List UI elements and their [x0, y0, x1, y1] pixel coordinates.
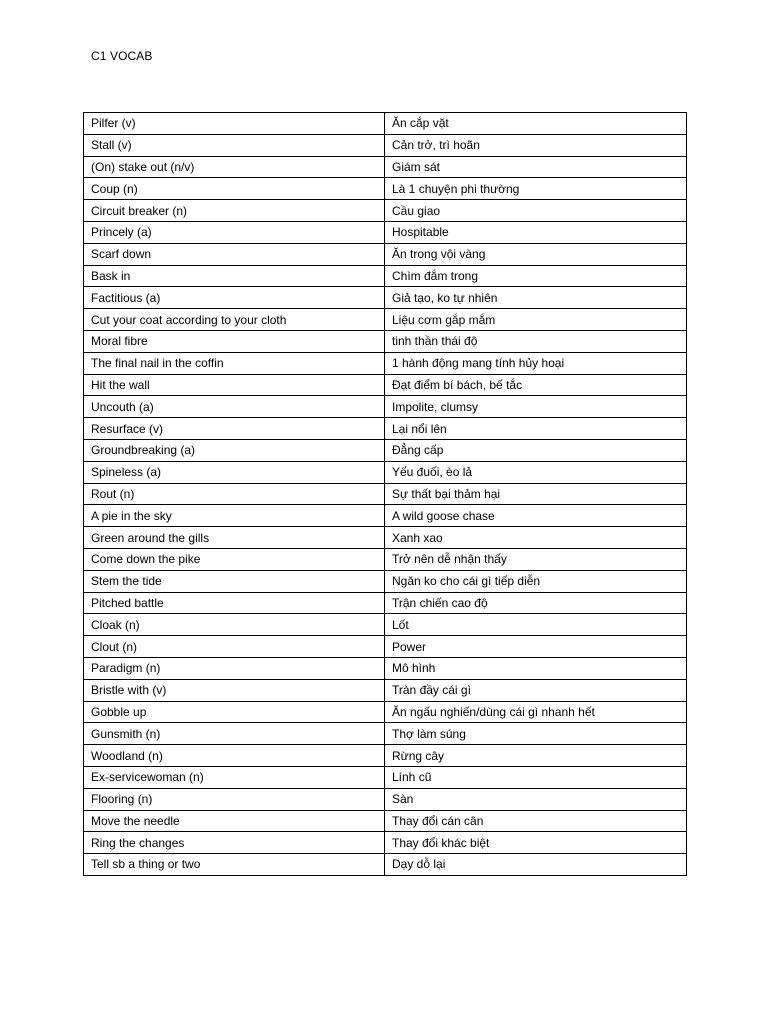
vocab-meaning-cell: Trận chiến cao độ — [385, 592, 687, 614]
vocab-term-cell: Uncouth (a) — [84, 396, 385, 418]
vocab-meaning-cell: Chìm đắm trong — [385, 265, 687, 287]
table-row — [84, 570, 687, 592]
vocab-term-cell: Tell sb a thing or two — [84, 854, 385, 876]
table-row — [84, 439, 687, 461]
table-row — [84, 330, 687, 352]
vocab-meaning-cell: Giả tạo, ko tự nhiên — [385, 287, 687, 309]
vocab-term-cell: Factitious (a) — [84, 287, 385, 309]
vocab-meaning-cell: A wild goose chase — [385, 505, 687, 527]
vocab-meaning-cell: Sàn — [385, 788, 687, 810]
vocab-term-cell: Circuit breaker (n) — [84, 200, 385, 222]
vocab-term-cell: Green around the gills — [84, 527, 385, 549]
vocab-meaning-cell: Là 1 chuyện phi thường — [385, 178, 687, 200]
table-row — [84, 766, 687, 788]
vocab-meaning-cell: Power — [385, 636, 687, 658]
vocab-meaning-cell: Trở nên dễ nhận thấy — [385, 548, 687, 570]
vocab-term-cell: Scarf down — [84, 243, 385, 265]
table-row — [84, 178, 687, 200]
table-row — [84, 614, 687, 636]
table-row — [84, 548, 687, 570]
table-row — [84, 461, 687, 483]
table-row — [84, 810, 687, 832]
vocab-meaning-cell: Đạt điểm bí bách, bế tắc — [385, 374, 687, 396]
vocab-meaning-cell: Ngăn ko cho cái gì tiếp diễn — [385, 570, 687, 592]
table-row — [84, 483, 687, 505]
vocab-term-cell: Stem the tide — [84, 570, 385, 592]
table-row — [84, 352, 687, 374]
vocab-term-cell: Gobble up — [84, 701, 385, 723]
document-title: C1 VOCAB — [91, 49, 153, 63]
table-row — [84, 832, 687, 854]
table-row — [84, 636, 687, 658]
table-row — [84, 396, 687, 418]
vocab-meaning-cell: Lốt — [385, 614, 687, 636]
vocab-term-cell: Ring the changes — [84, 832, 385, 854]
vocab-term-cell: Stall (v) — [84, 134, 385, 156]
vocab-meaning-cell: Thợ làm súng — [385, 723, 687, 745]
table-row — [84, 527, 687, 549]
table-row — [84, 221, 687, 243]
table-row — [84, 265, 687, 287]
vocab-term-cell: Rout (n) — [84, 483, 385, 505]
vocab-meaning-cell: Dạy dỗ lại — [385, 854, 687, 876]
table-row — [84, 788, 687, 810]
vocab-term-cell: (On) stake out (n/v) — [84, 156, 385, 178]
table-row — [84, 679, 687, 701]
vocab-term-cell: Flooring (n) — [84, 788, 385, 810]
vocab-meaning-cell: Lại nổi lên — [385, 418, 687, 440]
vocab-meaning-cell: 1 hành động mang tính hủy hoại — [385, 352, 687, 374]
vocab-term-cell: Pilfer (v) — [84, 113, 385, 135]
table-row — [84, 243, 687, 265]
table-row — [84, 723, 687, 745]
vocab-table-body — [84, 113, 687, 876]
vocab-meaning-cell: Tràn đầy cái gì — [385, 679, 687, 701]
vocab-meaning-cell: Lính cũ — [385, 766, 687, 788]
vocab-term-cell: Resurface (v) — [84, 418, 385, 440]
vocab-meaning-cell: Giám sát — [385, 156, 687, 178]
vocab-meaning-cell: Mô hình — [385, 657, 687, 679]
vocab-table — [83, 112, 687, 876]
vocab-meaning-cell: Liệu cơm gắp mắm — [385, 309, 687, 331]
vocab-term-cell: Groundbreaking (a) — [84, 439, 385, 461]
vocab-term-cell: Hit the wall — [84, 374, 385, 396]
vocab-term-cell: Bristle with (v) — [84, 679, 385, 701]
vocab-term-cell: Coup (n) — [84, 178, 385, 200]
vocab-term-cell: The final nail in the coffin — [84, 352, 385, 374]
table-row — [84, 854, 687, 876]
vocab-term-cell: Paradigm (n) — [84, 657, 385, 679]
table-row — [84, 134, 687, 156]
vocab-meaning-cell: Ăn ngấu nghiến/dùng cái gì nhanh hết — [385, 701, 687, 723]
vocab-term-cell: Gunsmith (n) — [84, 723, 385, 745]
vocab-meaning-cell: Xanh xao — [385, 527, 687, 549]
vocab-meaning-cell: Đẳng cấp — [385, 439, 687, 461]
vocab-term-cell: Woodland (n) — [84, 745, 385, 767]
vocab-term-cell: Bask in — [84, 265, 385, 287]
table-row — [84, 745, 687, 767]
table-row — [84, 309, 687, 331]
vocab-term-cell: Pitched battle — [84, 592, 385, 614]
table-row — [84, 156, 687, 178]
vocab-term-cell: Moral fibre — [84, 330, 385, 352]
vocab-meaning-cell: Cản trở, trì hoãn — [385, 134, 687, 156]
vocab-term-cell: Come down the pike — [84, 548, 385, 570]
vocab-meaning-cell: Hospitable — [385, 221, 687, 243]
vocab-meaning-cell: Ăn cắp vặt — [385, 113, 687, 135]
vocab-term-cell: A pie in the sky — [84, 505, 385, 527]
table-row — [84, 200, 687, 222]
vocab-term-cell: Clout (n) — [84, 636, 385, 658]
vocab-meaning-cell: Thay đổi cán cân — [385, 810, 687, 832]
vocab-term-cell: Ex-servicewoman (n) — [84, 766, 385, 788]
vocab-meaning-cell: Thay đổi khác biệt — [385, 832, 687, 854]
vocab-meaning-cell: Cầu giao — [385, 200, 687, 222]
vocab-meaning-cell: Sự thất bại thảm hại — [385, 483, 687, 505]
vocab-meaning-cell: tinh thần thái độ — [385, 330, 687, 352]
vocab-term-cell: Cloak (n) — [84, 614, 385, 636]
table-row — [84, 505, 687, 527]
table-row — [84, 374, 687, 396]
table-row — [84, 657, 687, 679]
table-row — [84, 113, 687, 135]
vocab-term-cell: Cut your coat according to your cloth — [84, 309, 385, 331]
vocab-meaning-cell: Ăn trong vội vàng — [385, 243, 687, 265]
vocab-term-cell: Princely (a) — [84, 221, 385, 243]
vocab-meaning-cell: Rừng cây — [385, 745, 687, 767]
table-row — [84, 701, 687, 723]
table-row — [84, 287, 687, 309]
table-row — [84, 592, 687, 614]
vocab-term-cell: Move the needle — [84, 810, 385, 832]
table-row — [84, 418, 687, 440]
vocab-term-cell: Spineless (a) — [84, 461, 385, 483]
vocab-meaning-cell: Impolite, clumsy — [385, 396, 687, 418]
vocab-meaning-cell: Yếu đuối, èo lả — [385, 461, 687, 483]
